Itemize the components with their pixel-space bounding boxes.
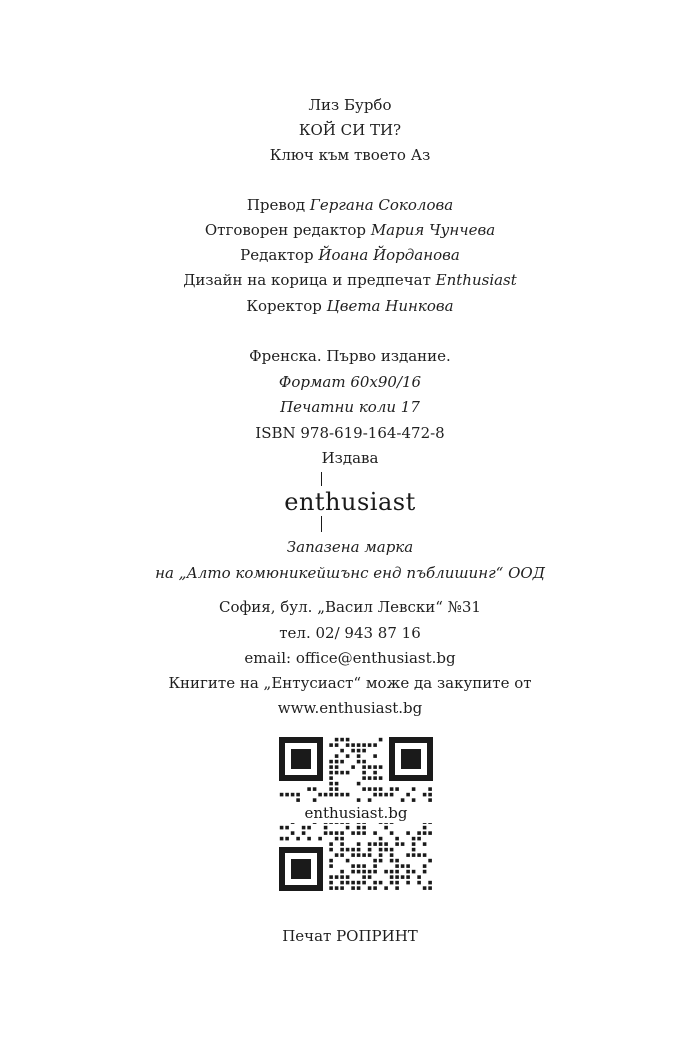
qr-module	[362, 743, 366, 747]
qr-module	[346, 875, 350, 879]
qr-module	[285, 826, 289, 830]
qr-module	[423, 793, 427, 797]
qr-module	[296, 837, 300, 841]
qr-module	[406, 875, 410, 879]
qr-module	[340, 853, 344, 857]
qr-module	[390, 793, 394, 797]
qr-module	[357, 760, 361, 764]
qr-module	[368, 842, 372, 846]
qr-module	[417, 881, 421, 885]
qr-module	[329, 881, 333, 885]
qr-module	[384, 886, 388, 890]
qr-module	[340, 837, 344, 841]
qr-module	[390, 870, 394, 874]
qr-module	[384, 842, 388, 846]
credit-design-label: Дизайн на корица и предпечат	[183, 271, 431, 289]
qr-module	[395, 859, 399, 863]
qr-module	[412, 842, 416, 846]
qr-module	[395, 842, 399, 846]
qr-module	[307, 826, 311, 830]
qr-module	[390, 859, 394, 863]
qr-module	[340, 875, 344, 879]
credit-design-name: Enthusiast	[435, 271, 517, 289]
qr-module	[340, 881, 344, 885]
qr-module	[346, 859, 350, 863]
qr-code-label: enthusiast.bg	[279, 803, 433, 823]
qr-module	[357, 853, 361, 857]
qr-module	[351, 864, 355, 868]
qr-module	[395, 886, 399, 890]
qr-module	[417, 853, 421, 857]
qr-module	[351, 749, 355, 753]
qr-module	[329, 787, 333, 791]
qr-module	[423, 864, 427, 868]
credit-proofreader	[0, 296, 700, 316]
qr-module	[340, 870, 344, 874]
qr-module	[373, 787, 377, 791]
book-subtitle: Ключ към твоето Аз	[269, 146, 431, 164]
qr-module	[390, 831, 394, 835]
edition-isbn: ISBN 978-619-164-472-8	[255, 424, 445, 442]
qr-module	[401, 842, 405, 846]
qr-module	[357, 842, 361, 846]
qr-module	[384, 793, 388, 797]
qr-module	[373, 881, 377, 885]
qr-module	[428, 859, 432, 863]
qr-module	[340, 842, 344, 846]
qr-module	[351, 881, 355, 885]
qr-module	[329, 864, 333, 868]
qr-module	[351, 848, 355, 852]
qr-module	[395, 870, 399, 874]
qr-module	[379, 881, 383, 885]
qr-module	[340, 771, 344, 775]
qr-module	[423, 886, 427, 890]
qr-module	[324, 793, 328, 797]
qr-module	[373, 793, 377, 797]
trademark-label: Запазена марка	[286, 538, 414, 556]
qr-module	[362, 787, 366, 791]
edition-sheets: Печатни коли 17	[280, 398, 420, 416]
qr-module	[401, 864, 405, 868]
qr-module	[329, 760, 333, 764]
qr-module	[318, 837, 322, 841]
publisher-company: на „Алто комюникейшънс енд пъблишинг“ ООД	[155, 564, 545, 582]
qr-module	[362, 831, 366, 835]
qr-module	[329, 793, 333, 797]
credit-design	[0, 270, 700, 290]
qr-module	[401, 875, 405, 879]
qr-module	[357, 826, 361, 830]
published-by: Издава	[321, 449, 379, 467]
printer: Печат РОПРИНТ	[282, 927, 418, 945]
qr-module	[379, 859, 383, 863]
qr-module	[335, 771, 339, 775]
qr-module	[428, 881, 432, 885]
qr-module	[406, 793, 410, 797]
qr-module	[351, 831, 355, 835]
qr-module	[285, 837, 289, 841]
qr-module	[357, 798, 361, 802]
qr-module	[373, 771, 377, 775]
qr-module	[384, 826, 388, 830]
qr-module	[335, 754, 339, 758]
publisher-logo	[0, 482, 700, 528]
qr-module	[362, 765, 366, 769]
qr-module	[368, 787, 372, 791]
qr-module	[417, 875, 421, 879]
qr-module	[291, 793, 295, 797]
qr-module	[291, 831, 295, 835]
qr-module	[340, 738, 344, 742]
qr-module	[351, 870, 355, 874]
credit-translation-label: Превод	[246, 196, 306, 214]
qr-module	[351, 886, 355, 890]
qr-module	[379, 765, 383, 769]
qr-module	[329, 831, 333, 835]
qr-module	[379, 842, 383, 846]
qr-module	[395, 864, 399, 868]
qr-module	[335, 793, 339, 797]
qr-module	[406, 864, 410, 868]
qr-module	[340, 886, 344, 890]
qr-module	[335, 787, 339, 791]
qr-module	[362, 875, 366, 879]
qr-module	[412, 787, 416, 791]
credit-editor-label: Редактор	[240, 246, 314, 264]
qr-module	[417, 837, 421, 841]
publisher-phone: тел. 02/ 943 87 16	[279, 624, 421, 642]
qr-module	[395, 837, 399, 841]
qr-module	[340, 749, 344, 753]
qr-module	[362, 864, 366, 868]
publisher-address: София, бул. „Васил Левски“ №31	[219, 598, 481, 616]
qr-module	[368, 743, 372, 747]
qr-module	[307, 837, 311, 841]
credit-translation-name: Гергана Соколова	[309, 196, 454, 214]
qr-module	[280, 826, 284, 830]
qr-module	[362, 881, 366, 885]
qr-module	[362, 776, 366, 780]
qr-module	[329, 886, 333, 890]
credit-proofreader-label: Коректор	[246, 297, 322, 315]
credit-responsible-editor-label: Отговорен редактор	[204, 221, 367, 239]
qr-module	[302, 826, 306, 830]
qr-module	[395, 875, 399, 879]
qr-module	[335, 886, 339, 890]
qr-module	[423, 826, 427, 830]
qr-module	[368, 870, 372, 874]
qr-module	[357, 848, 361, 852]
edition-origin: Френска. Първо издание.	[249, 347, 451, 365]
qr-module	[373, 754, 377, 758]
qr-module	[368, 853, 372, 857]
credit-responsible-editor-name: Мария Чунчева	[370, 221, 496, 239]
qr-module	[335, 853, 339, 857]
qr-module	[335, 765, 339, 769]
qr-module	[379, 787, 383, 791]
qr-module	[379, 776, 383, 780]
qr-module	[423, 842, 427, 846]
qr-module	[406, 831, 410, 835]
qr-module	[373, 776, 377, 780]
qr-module	[395, 881, 399, 885]
qr-module	[351, 743, 355, 747]
qr-module	[302, 831, 306, 835]
qr-module	[346, 848, 350, 852]
qr-module	[368, 875, 372, 879]
credit-proofreader-name: Цвета Нинкова	[326, 297, 454, 315]
credit-translation	[0, 195, 700, 215]
qr-module	[346, 738, 350, 742]
qr-module	[346, 793, 350, 797]
qr-module	[428, 787, 432, 791]
qr-module	[357, 864, 361, 868]
qr-module	[412, 798, 416, 802]
qr-module	[390, 853, 394, 857]
qr-module	[329, 842, 333, 846]
qr-module	[296, 798, 300, 802]
qr-module	[362, 853, 366, 857]
qr-module	[357, 754, 361, 758]
logo-t-stem	[321, 472, 322, 486]
qr-module	[362, 771, 366, 775]
qr-module	[428, 886, 432, 890]
qr-module	[412, 870, 416, 874]
qr-module	[368, 776, 372, 780]
qr-module	[280, 793, 284, 797]
logo-t-descender	[321, 516, 322, 532]
qr-module	[318, 793, 322, 797]
qr-module	[368, 798, 372, 802]
qr-module	[313, 798, 317, 802]
qr-module	[280, 837, 284, 841]
qr-module	[384, 870, 388, 874]
qr-module	[346, 743, 350, 747]
qr-module	[357, 881, 361, 885]
qr-module	[373, 870, 377, 874]
qr-module	[335, 831, 339, 835]
qr-module	[296, 793, 300, 797]
qr-module	[368, 765, 372, 769]
qr-module	[423, 853, 427, 857]
qr-module	[357, 870, 361, 874]
qr-module	[412, 837, 416, 841]
qr-module	[373, 864, 377, 868]
qr-module	[357, 831, 361, 835]
qr-module	[390, 787, 394, 791]
qr-module	[373, 743, 377, 747]
qr-module	[428, 831, 432, 835]
qr-module	[307, 787, 311, 791]
qr-module	[340, 793, 344, 797]
author-name: Лиз Бурбо	[308, 96, 392, 114]
qr-module	[346, 826, 350, 830]
qr-module	[401, 798, 405, 802]
qr-module	[406, 870, 410, 874]
qr-module	[335, 875, 339, 879]
publisher-logo-text: enthusiast	[284, 488, 416, 516]
qr-module	[351, 853, 355, 857]
qr-module	[340, 848, 344, 852]
qr-module	[324, 826, 328, 830]
qr-module	[329, 875, 333, 879]
qr-module	[357, 886, 361, 890]
qr-module	[313, 787, 317, 791]
qr-module	[346, 881, 350, 885]
qr-module	[379, 793, 383, 797]
buy-note: Книгите на „Ентусиаст“ може да закупите от	[168, 674, 532, 692]
qr-module	[395, 787, 399, 791]
edition-format: Формат 60x90/16	[278, 373, 422, 391]
qr-module	[417, 831, 421, 835]
qr-module	[362, 760, 366, 764]
qr-module	[329, 743, 333, 747]
qr-module	[406, 881, 410, 885]
qr-module	[362, 870, 366, 874]
qr-module	[379, 837, 383, 841]
qr-module	[379, 848, 383, 852]
credit-editor	[0, 245, 700, 265]
qr-module	[357, 782, 361, 786]
qr-module	[285, 793, 289, 797]
qr-module	[357, 743, 361, 747]
qr-module	[390, 848, 394, 852]
publisher-logo-wordmark	[284, 482, 415, 522]
qr-module	[346, 771, 350, 775]
qr-module	[335, 782, 339, 786]
qr-module	[329, 765, 333, 769]
qr-module	[384, 848, 388, 852]
qr-module	[357, 749, 361, 753]
qr-module	[373, 765, 377, 769]
qr-module	[362, 826, 366, 830]
qr-module	[423, 870, 427, 874]
qr-module	[351, 765, 355, 769]
qr-module	[379, 738, 383, 742]
qr-module	[340, 831, 344, 835]
qr-module	[412, 848, 416, 852]
qr-module	[373, 886, 377, 890]
publisher-email: email: office@enthusiast.bg	[244, 649, 456, 667]
credit-editor-name: Йоана Йорданова	[318, 246, 460, 264]
qr-module	[335, 760, 339, 764]
qr-module	[335, 743, 339, 747]
qr-module	[406, 853, 410, 857]
qr-module	[379, 853, 383, 857]
qr-module	[329, 782, 333, 786]
qr-module	[373, 831, 377, 835]
qr-module	[412, 853, 416, 857]
qr-module	[346, 754, 350, 758]
qr-module	[373, 842, 377, 846]
qr-module	[368, 886, 372, 890]
qr-module	[329, 771, 333, 775]
book-title: КОЙ СИ ТИ?	[298, 121, 402, 139]
qr-module	[329, 776, 333, 780]
qr-module	[368, 848, 372, 852]
qr-module	[329, 859, 333, 863]
qr-module	[362, 749, 366, 753]
qr-module	[324, 831, 328, 835]
qr-module	[428, 798, 432, 802]
qr-module	[428, 793, 432, 797]
qr-module	[329, 848, 333, 852]
qr-module	[390, 881, 394, 885]
qr-module	[390, 875, 394, 879]
publisher-website: www.enthusiast.bg	[277, 699, 423, 717]
qr-module	[335, 837, 339, 841]
qr-module	[335, 738, 339, 742]
qr-module	[373, 859, 377, 863]
qr-module	[340, 760, 344, 764]
qr-module	[423, 831, 427, 835]
credit-responsible-editor	[0, 220, 700, 240]
